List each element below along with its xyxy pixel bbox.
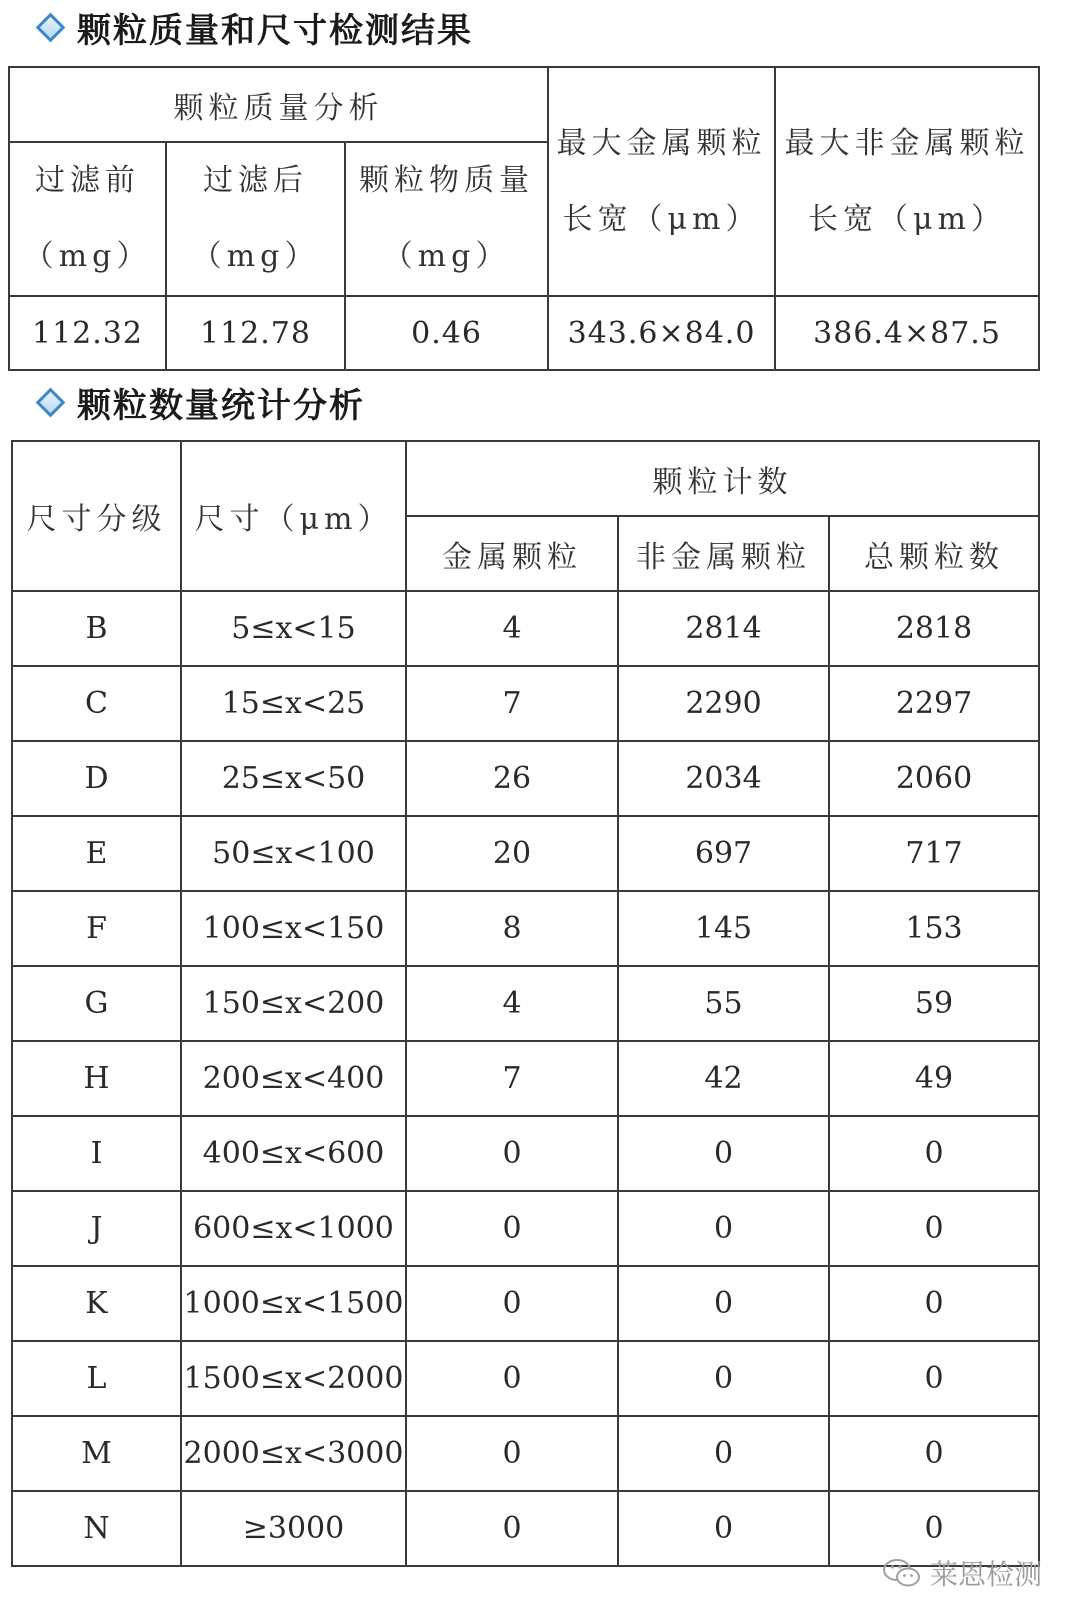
nonmetal-count-cell: 55 (618, 966, 829, 1041)
total-count-cell: 0 (829, 1491, 1039, 1566)
particle-count-table (11, 440, 1040, 1567)
max-nonmetal-size-value: 386.4×87.5 (775, 296, 1039, 370)
particle-count-rows (12, 591, 1039, 1566)
size-cell: 600≤x<1000 (181, 1191, 406, 1266)
grade-cell: C (12, 666, 181, 741)
table-row (12, 741, 1039, 816)
metal-count-cell: 7 (406, 1041, 618, 1116)
after-filter-header: 过滤后 （mg） (166, 142, 345, 296)
metal-count-cell: 20 (406, 816, 618, 891)
nonmetal-count-cell: 145 (618, 891, 829, 966)
grade-cell: I (12, 1116, 181, 1191)
table-row (12, 1416, 1039, 1491)
nonmetal-count-cell: 0 (618, 1416, 829, 1491)
total-particle-header: 总颗粒数 (829, 516, 1039, 591)
metal-count-cell: 26 (406, 741, 618, 816)
table-row (12, 891, 1039, 966)
diamond-bullet-icon (36, 12, 66, 42)
section1-title-text: 颗粒质量和尺寸检测结果 (77, 10, 473, 51)
grade-cell: E (12, 816, 181, 891)
table-row (12, 1266, 1039, 1341)
grade-cell: L (12, 1341, 181, 1416)
table-row (12, 1191, 1039, 1266)
nonmetal-count-cell: 2290 (618, 666, 829, 741)
nonmetal-count-cell: 2814 (618, 591, 829, 666)
total-count-cell: 717 (829, 816, 1039, 891)
before-filter-value: 112.32 (9, 296, 166, 370)
size-cell: 150≤x<200 (181, 966, 406, 1041)
nonmetal-count-cell: 0 (618, 1491, 829, 1566)
metal-count-cell: 4 (406, 591, 618, 666)
metal-count-cell: 0 (406, 1491, 618, 1566)
size-cell: 50≤x<100 (181, 816, 406, 891)
wechat-icon (882, 1558, 922, 1588)
size-cell: 2000≤x<3000 (181, 1416, 406, 1491)
grade-cell: J (12, 1191, 181, 1266)
grade-cell: M (12, 1416, 181, 1491)
size-cell: 25≤x<50 (181, 741, 406, 816)
total-count-cell: 0 (829, 1266, 1039, 1341)
nonmetal-count-cell: 0 (618, 1341, 829, 1416)
grade-cell: K (12, 1266, 181, 1341)
total-count-cell: 0 (829, 1191, 1039, 1266)
nonmetal-count-cell: 2034 (618, 741, 829, 816)
nonmetal-count-cell: 0 (618, 1116, 829, 1191)
nonmetal-count-cell: 42 (618, 1041, 829, 1116)
after-filter-value: 112.78 (166, 296, 345, 370)
size-cell: 5≤x<15 (181, 591, 406, 666)
max-metal-particle-header: 最大金属颗粒 长宽（μm） (548, 67, 775, 296)
table-row (12, 1041, 1039, 1116)
grade-cell: G (12, 966, 181, 1041)
watermark-text: 莱恩检测 (930, 1558, 1043, 1591)
size-range-header: 尺寸（μm） (181, 441, 406, 591)
section2-title-text: 颗粒数量统计分析 (77, 385, 365, 426)
metal-particle-header: 金属颗粒 (406, 516, 618, 591)
total-count-cell: 2818 (829, 591, 1039, 666)
metal-count-cell: 0 (406, 1266, 618, 1341)
grade-cell: D (12, 741, 181, 816)
total-count-cell: 0 (829, 1116, 1039, 1191)
size-cell: 1000≤x<1500 (181, 1266, 406, 1341)
metal-count-cell: 7 (406, 666, 618, 741)
metal-count-cell: 0 (406, 1416, 618, 1491)
mass-size-table (8, 66, 1040, 371)
metal-count-cell: 0 (406, 1191, 618, 1266)
diamond-bullet-icon (36, 387, 66, 417)
total-count-cell: 49 (829, 1041, 1039, 1116)
mass-analysis-header: 颗粒质量分析 (9, 67, 548, 142)
nonmetal-particle-header: 非金属颗粒 (618, 516, 829, 591)
particle-mass-value: 0.46 (345, 296, 548, 370)
metal-count-cell: 4 (406, 966, 618, 1041)
table-row (12, 1116, 1039, 1191)
size-cell: 1500≤x<2000 (181, 1341, 406, 1416)
total-count-cell: 2060 (829, 741, 1039, 816)
table-row (12, 591, 1039, 666)
total-count-cell: 2297 (829, 666, 1039, 741)
section1-title (34, 2, 473, 52)
total-count-cell: 0 (829, 1416, 1039, 1491)
size-cell: 100≤x<150 (181, 891, 406, 966)
total-count-cell: 153 (829, 891, 1039, 966)
table-row (12, 1341, 1039, 1416)
total-count-cell: 59 (829, 966, 1039, 1041)
grade-cell: N (12, 1491, 181, 1566)
table-row (12, 666, 1039, 741)
size-grade-header: 尺寸分级 (12, 441, 181, 591)
particle-mass-header: 颗粒物质量 （mg） (345, 142, 548, 296)
particle-count-header: 颗粒计数 (406, 441, 1039, 516)
max-metal-size-value: 343.6×84.0 (548, 296, 775, 370)
nonmetal-count-cell: 0 (618, 1191, 829, 1266)
table-row (12, 966, 1039, 1041)
nonmetal-count-cell: 697 (618, 816, 829, 891)
grade-cell: F (12, 891, 181, 966)
watermark (882, 1553, 1042, 1593)
size-cell: 400≤x<600 (181, 1116, 406, 1191)
metal-count-cell: 8 (406, 891, 618, 966)
grade-cell: H (12, 1041, 181, 1116)
size-cell: 200≤x<400 (181, 1041, 406, 1116)
before-filter-header: 过滤前 （mg） (9, 142, 166, 296)
section2-title (34, 377, 365, 427)
total-count-cell: 0 (829, 1341, 1039, 1416)
size-cell: 15≤x<25 (181, 666, 406, 741)
max-nonmetal-particle-header: 最大非金属颗粒 长宽（μm） (775, 67, 1039, 296)
grade-cell: B (12, 591, 181, 666)
nonmetal-count-cell: 0 (618, 1266, 829, 1341)
metal-count-cell: 0 (406, 1116, 618, 1191)
size-cell: ≥3000 (181, 1491, 406, 1566)
table-row (12, 816, 1039, 891)
metal-count-cell: 0 (406, 1341, 618, 1416)
